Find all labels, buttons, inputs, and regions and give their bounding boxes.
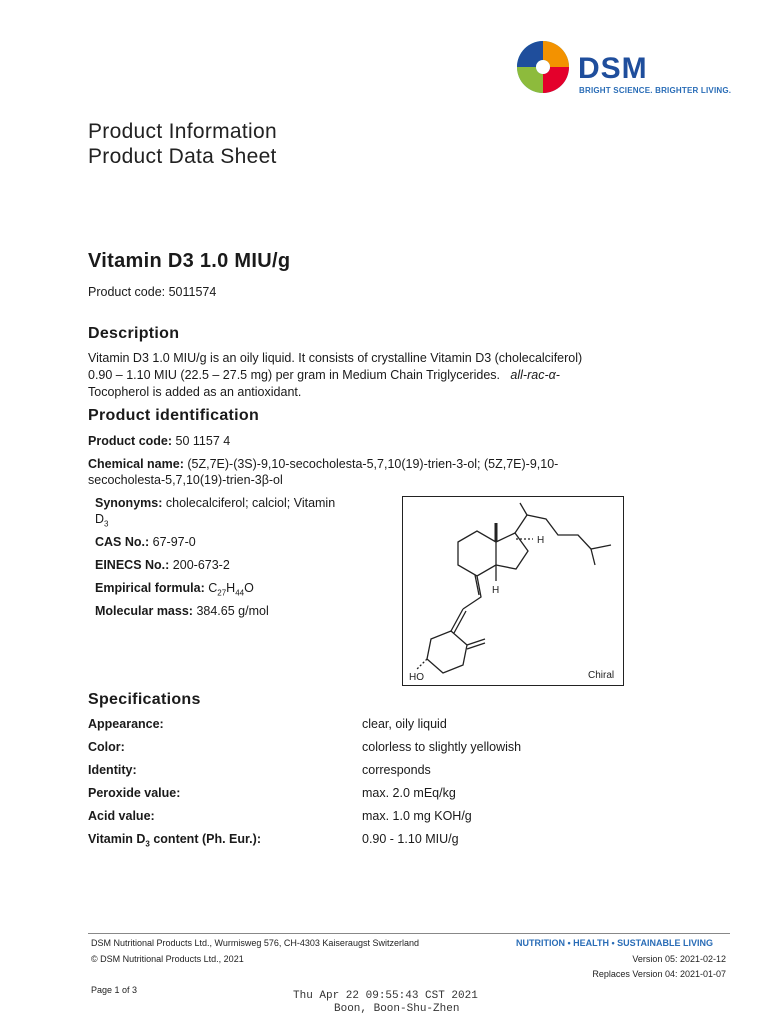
spec-row bbox=[88, 786, 688, 804]
spec-value: corresponds bbox=[362, 763, 431, 777]
footer-version: Version 05: 2021-02-12 bbox=[632, 954, 726, 964]
spec-key: Color: bbox=[88, 740, 125, 754]
id-mass-label: Molecular mass: bbox=[95, 604, 193, 618]
id-cas-label: CAS No.: bbox=[95, 535, 150, 549]
id-formula bbox=[95, 580, 254, 602]
description-text-2b: all-rac-α- bbox=[510, 368, 560, 382]
footer-stamp-date: Thu Apr 22 09:55:43 CST 2021 bbox=[293, 990, 478, 1002]
description-heading: Description bbox=[88, 325, 180, 342]
structure-chiral-label: Chiral bbox=[588, 670, 615, 681]
vitamin-d3-structure-icon bbox=[403, 497, 623, 685]
dsm-logo-mark-icon bbox=[512, 36, 574, 98]
description-text-2a: 0.90 – 1.10 MIU (22.5 – 27.5 mg) per gram in Medium Chain Triglycerides. bbox=[88, 368, 500, 382]
spec-key: Acid value: bbox=[88, 809, 155, 823]
id-chem-value-1: (5Z,7E)-(3S)-9,10-secocholesta-5,7,10(19)-trien-3-ol; (5Z,7E)-9,10- bbox=[187, 457, 559, 471]
header-line-2: Product Data Sheet bbox=[88, 145, 277, 168]
id-code-label: Product code: bbox=[88, 434, 173, 448]
footer-page-number: Page 1 of 3 bbox=[91, 985, 138, 995]
spec-value: 0.90 - 1.10 MIU/g bbox=[362, 832, 459, 846]
spec-row bbox=[88, 740, 688, 758]
spec-vit-key-a: Vitamin D bbox=[88, 832, 146, 846]
id-formula-h: H bbox=[226, 581, 236, 595]
id-mass bbox=[95, 603, 269, 620]
structure-h-label-2: H bbox=[492, 585, 500, 596]
chemical-structure bbox=[402, 496, 624, 686]
spec-value: max. 2.0 mEq/kg bbox=[362, 786, 456, 800]
id-chem-value-2: secocholesta-5,7,10(19)-trien-3β-ol bbox=[88, 473, 283, 487]
id-mass-value: 384.65 g/mol bbox=[196, 604, 269, 618]
structure-h-label-1: H bbox=[537, 535, 545, 546]
footer-divider bbox=[88, 933, 730, 934]
id-synonyms bbox=[95, 495, 335, 512]
description-text-1: Vitamin D3 1.0 MIU/g is an oily liquid. It consists of crystalline Vitamin D3 (cholecalciferol) bbox=[88, 351, 583, 365]
id-einecs-label: EINECS No.: bbox=[95, 558, 170, 572]
id-einecs bbox=[95, 557, 230, 574]
id-formula-c-sub: 27 bbox=[217, 588, 227, 598]
id-chem-label: Chemical name: bbox=[88, 457, 184, 471]
spec-value: colorless to slightly yellowish bbox=[362, 740, 522, 754]
identification-heading: Product identification bbox=[88, 407, 260, 424]
id-cas-value: 67-97-0 bbox=[152, 535, 196, 549]
spec-vit-key-b: content (Ph. Eur.): bbox=[149, 832, 261, 846]
spec-key: Peroxide value: bbox=[88, 786, 181, 800]
description-text-3: Tocopherol is added as an antioxidant. bbox=[88, 385, 302, 399]
spec-row bbox=[88, 763, 688, 781]
footer-address: DSM Nutritional Products Ltd., Wurmisweg 576, CH-4303 Kaiseraugst Switzerland bbox=[91, 938, 419, 948]
id-einecs-value: 200-673-2 bbox=[172, 558, 230, 572]
id-synonyms-sub: 3 bbox=[104, 519, 109, 529]
id-synonyms-label: Synonyms: bbox=[95, 496, 163, 510]
spec-key: Identity: bbox=[88, 763, 137, 777]
product-title: Vitamin D3 1.0 MIU/g bbox=[88, 250, 291, 272]
logo-wordmark: DSM bbox=[578, 52, 648, 85]
spec-row bbox=[88, 717, 688, 735]
id-code-value: 50 1157 4 bbox=[175, 434, 231, 448]
logo-tagline: BRIGHT SCIENCE. BRIGHTER LIVING. bbox=[579, 86, 732, 95]
spec-value: max. 1.0 mg KOH/g bbox=[362, 809, 472, 823]
spec-value: clear, oily liquid bbox=[362, 717, 447, 731]
spec-key: Appearance: bbox=[88, 717, 164, 731]
id-formula-h-sub: 44 bbox=[235, 588, 245, 598]
spec-key bbox=[88, 832, 261, 849]
id-synonyms-value-1: cholecalciferol; calciol; Vitamin bbox=[165, 496, 336, 510]
footer-slogan: NUTRITION • HEALTH • SUSTAINABLE LIVING bbox=[516, 938, 713, 948]
description-text-2 bbox=[88, 367, 560, 384]
structure-ho-label: HO bbox=[409, 672, 424, 683]
id-formula-c: C bbox=[208, 581, 218, 595]
spec-row bbox=[88, 832, 688, 850]
id-product-code bbox=[88, 433, 230, 450]
id-formula-label: Empirical formula: bbox=[95, 581, 205, 595]
id-cas bbox=[95, 534, 196, 551]
footer-stamp-user: Boon, Boon-Shu-Zhen bbox=[334, 1003, 460, 1015]
id-synonyms-value-2: D bbox=[95, 512, 105, 526]
footer-replaces: Replaces Version 04: 2021-01-07 bbox=[592, 969, 726, 979]
dsm-logo bbox=[512, 34, 742, 104]
spec-row bbox=[88, 809, 688, 827]
id-synonyms-line-2 bbox=[95, 511, 108, 533]
id-chemical-name bbox=[88, 456, 558, 473]
id-formula-o: O bbox=[244, 581, 254, 595]
header-line-1: Product Information bbox=[88, 120, 277, 143]
spec-vit-key-sub: 3 bbox=[145, 839, 150, 849]
product-code-line: Product code: 5011574 bbox=[88, 285, 217, 299]
footer-copyright: © DSM Nutritional Products Ltd., 2021 bbox=[91, 954, 244, 964]
specifications-heading: Specifications bbox=[88, 691, 201, 708]
